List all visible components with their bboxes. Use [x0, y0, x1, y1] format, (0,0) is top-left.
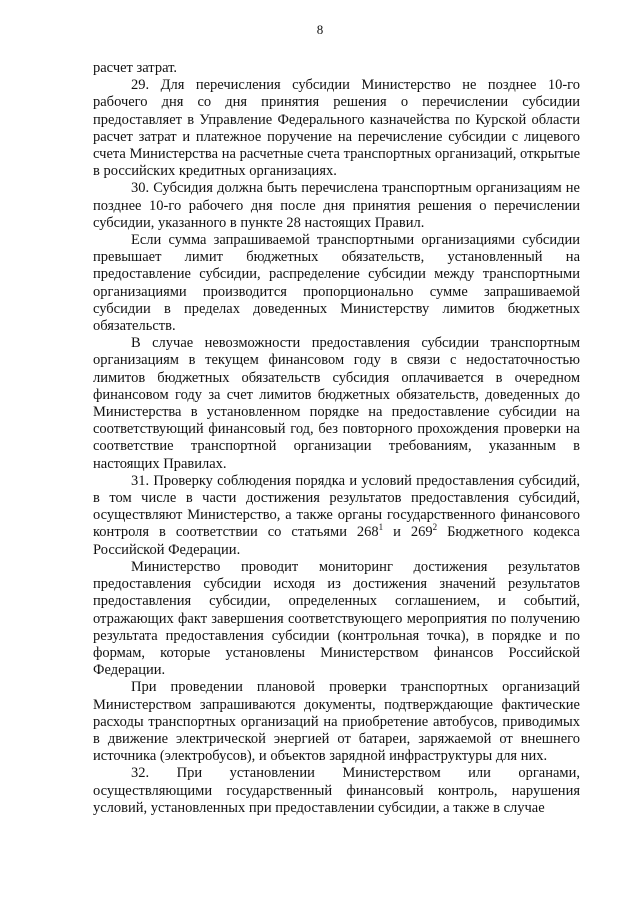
paragraph-32: 32. При установлении Министерством или органами, осуществляющими государственный финансовый контроль, нарушения условий, установленных при предоставлении субсидии, а также в случае	[93, 765, 580, 816]
superscript-269: 2	[432, 522, 438, 533]
superscript-268: 1	[378, 522, 384, 533]
paragraph-inspection: При проведении плановой проверки транспортных организаций Министерством запрашиваются документы, подтверждающие фактические расходы транспортных организаций на приобретение автобусов, приводимых в движение электрической энергией от батареи, заряжаемой от внешнего источника (электробусов), и объектов зарядной инфраструктуры для них.	[93, 679, 580, 765]
document-body	[93, 60, 580, 817]
paragraph-limit-exceeded: Если сумма запрашиваемой транспортными организациями субсидии превышает лимит бюджетных обязательств, установленный на предоставление субсидии, распределение субсидии между транспортными организациями производится пропорционально сумме запрашиваемой субсидии в пределах доведенных Министерству лимитов бюджетных обязательств.	[93, 232, 580, 335]
paragraph-31-text-middle: и 269	[383, 524, 433, 541]
paragraph-29: 29. Для перечисления субсидии Министерство не позднее 10-го рабочего дня со дня принятия решения о перечислении субсидии предоставляет в Управление Федерального казначейства по Курской области расчет затрат и платежное поручение на перечисление субсидии с лицевого счета Министерства на расчетные счета транспортных организаций, открытые в российских кредитных организациях.	[93, 77, 580, 180]
paragraph-next-year: В случае невозможности предоставления субсидии транспортным организациям в текущем финансовом году в связи с недостаточностью лимитов бюджетных обязательств субсидия оплачивается в очередном финансовом году за счет лимитов бюджетных обязательств, доведенных до Министерства в установленном порядке на предоставление субсидии на соответствующий финансовый год, без повторного прохождения проверки на соответствие транспортной организации требованиям, указанным в настоящих Правилах.	[93, 335, 580, 472]
paragraph-monitoring: Министерство проводит мониторинг достижения результатов предоставления субсидии исходя из достижения значений результатов предоставления субсидии, определенных соглашением, и событий, отражающих факт завершения соответствующего мероприятия по получению результата предоставления субсидии (контрольная точка), в порядке и по формам, которые установлены Министерством финансов Российской Федерации.	[93, 558, 580, 679]
paragraph-30: 30. Субсидия должна быть перечислена транспортным организациям не позднее 10-го рабочего дня после дня принятия решения о перечислении субсидии, указанного в пункте 28 настоящих Правил.	[93, 180, 580, 231]
paragraph-31	[93, 473, 580, 559]
paragraph-31-text-after: Бюджетного кодекса Российской Федерации.	[93, 524, 580, 558]
paragraph-1: расчет затрат.	[93, 60, 178, 76]
paragraph-31-text-before: 31. Проверку соблюдения порядка и условий предоставления субсидий, в том числе в части достижения результатов предоставления субсидий, осуществляют Министерство, а также органы государственного финансового контроля в соответствии со статьями 268	[93, 472, 580, 541]
page-number: 8	[316, 22, 324, 37]
